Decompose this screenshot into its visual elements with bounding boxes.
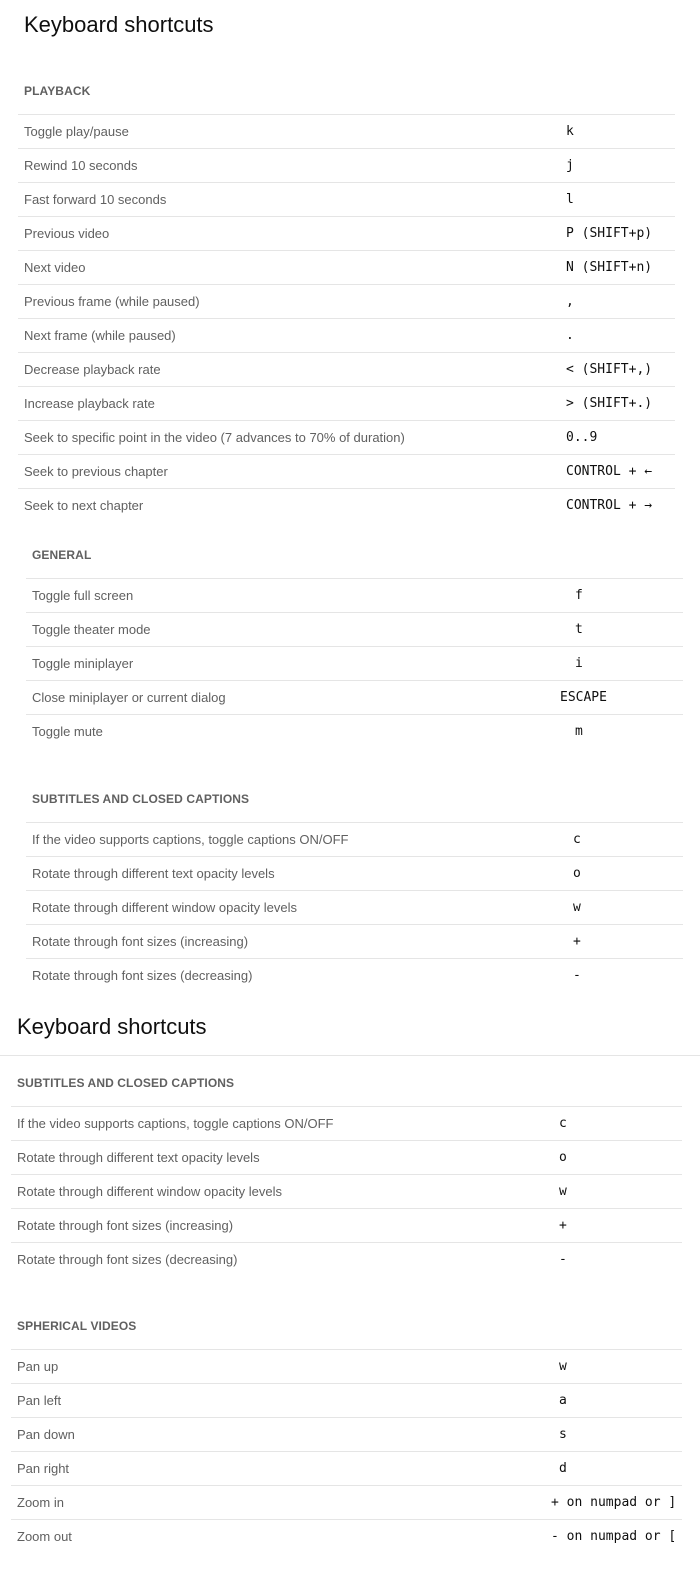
shortcut-description: Next video	[24, 260, 86, 275]
shortcut-key: -	[573, 968, 581, 983]
shortcut-key: i	[575, 656, 583, 671]
shortcut-description: Seek to previous chapter	[24, 464, 168, 479]
shortcut-key: k	[566, 124, 574, 139]
shortcut-row	[11, 1174, 682, 1208]
shortcut-row	[26, 646, 683, 680]
dialog-title: Keyboard shortcuts	[24, 12, 214, 37]
shortcut-row	[11, 1349, 682, 1383]
shortcut-description: Next frame (while paused)	[24, 328, 176, 343]
shortcut-row	[18, 250, 675, 284]
shortcut-key: t	[575, 622, 583, 637]
shortcut-key: < (SHIFT+,)	[566, 362, 653, 377]
shortcut-row	[11, 1106, 682, 1140]
shortcut-description: Pan up	[17, 1359, 59, 1374]
shortcut-list	[11, 1106, 682, 1276]
shortcut-description: Toggle play/pause	[24, 124, 129, 139]
shortcut-row	[26, 924, 683, 958]
shortcut-row	[18, 488, 675, 522]
shortcut-description: Pan right	[17, 1461, 70, 1476]
shortcut-key: 0..9	[566, 430, 598, 445]
shortcut-description: If the video supports captions, toggle captions ON/OFF	[32, 832, 349, 847]
shortcut-key: j	[566, 158, 574, 173]
shortcut-key: o	[573, 866, 581, 881]
shortcut-row	[11, 1417, 682, 1451]
shortcut-description: Previous video	[24, 226, 110, 241]
shortcut-key: > (SHIFT+.)	[566, 396, 653, 411]
shortcut-description: Rotate through different window opacity levels	[32, 900, 297, 915]
shortcut-row	[26, 714, 683, 748]
section-heading: SPHERICAL VIDEOS	[17, 1319, 137, 1333]
shortcut-key: +	[573, 934, 581, 949]
shortcut-key: N (SHIFT+n)	[566, 260, 653, 275]
shortcut-list	[26, 578, 683, 748]
shortcut-row	[18, 114, 675, 148]
section-heading: SUBTITLES AND CLOSED CAPTIONS	[32, 792, 250, 806]
shortcut-row	[26, 856, 683, 890]
shortcut-row	[18, 352, 675, 386]
shortcut-row	[18, 182, 675, 216]
shortcut-key: d	[559, 1461, 567, 1476]
shortcut-row	[18, 420, 675, 454]
shortcut-row	[26, 822, 683, 856]
shortcut-description: Rotate through font sizes (increasing)	[17, 1218, 234, 1233]
shortcut-key: .	[566, 328, 574, 343]
shortcut-description: Toggle full screen	[32, 588, 134, 603]
shortcut-description: Zoom in	[17, 1495, 64, 1510]
shortcut-description: Rewind 10 seconds	[24, 158, 138, 173]
shortcut-key: -	[559, 1252, 567, 1267]
shortcut-row	[26, 578, 683, 612]
shortcut-key: - on numpad or [	[551, 1529, 677, 1544]
shortcut-row	[26, 612, 683, 646]
section-heading: GENERAL	[32, 548, 92, 562]
shortcut-key: m	[575, 724, 583, 739]
shortcut-description: Zoom out	[17, 1529, 72, 1544]
shortcut-description: Toggle miniplayer	[32, 656, 134, 671]
shortcut-key: ESCAPE	[560, 690, 607, 705]
shortcut-row	[11, 1208, 682, 1242]
section-heading: SUBTITLES AND CLOSED CAPTIONS	[17, 1076, 235, 1090]
shortcut-row	[11, 1485, 682, 1519]
shortcut-list	[26, 822, 683, 992]
shortcut-description: Increase playback rate	[24, 396, 155, 411]
shortcut-description: Rotate through different text opacity levels	[32, 866, 275, 881]
shortcut-row	[26, 680, 683, 714]
shortcut-row	[11, 1383, 682, 1417]
section-heading: PLAYBACK	[24, 84, 91, 98]
shortcut-row	[11, 1519, 682, 1553]
shortcut-key: o	[559, 1150, 567, 1165]
title-divider	[0, 1055, 700, 1056]
shortcut-row	[18, 318, 675, 352]
shortcut-description: If the video supports captions, toggle captions ON/OFF	[17, 1116, 334, 1131]
shortcut-row	[18, 454, 675, 488]
shortcut-key: a	[559, 1393, 567, 1408]
shortcut-key: + on numpad or ]	[551, 1495, 677, 1510]
shortcut-key: c	[559, 1116, 567, 1131]
shortcut-description: Previous frame (while paused)	[24, 294, 200, 309]
shortcut-description: Pan down	[17, 1427, 75, 1442]
shortcut-key: CONTROL + ←	[566, 464, 653, 479]
shortcut-key: w	[559, 1359, 567, 1374]
shortcut-row	[11, 1242, 682, 1276]
shortcut-description: Rotate through font sizes (decreasing)	[32, 968, 253, 983]
shortcut-row	[18, 216, 675, 250]
shortcuts-dialog-bottom	[0, 1000, 700, 1580]
shortcut-key: l	[566, 192, 574, 207]
shortcut-list	[11, 1349, 682, 1553]
shortcut-description: Decrease playback rate	[24, 362, 161, 377]
shortcut-description: Rotate through font sizes (decreasing)	[17, 1252, 238, 1267]
shortcut-description: Seek to specific point in the video (7 advances to 70% of duration)	[24, 430, 405, 445]
shortcut-row	[18, 284, 675, 318]
shortcut-description: Seek to next chapter	[24, 498, 144, 513]
shortcut-description: Pan left	[17, 1393, 62, 1408]
shortcut-key: w	[573, 900, 581, 915]
shortcut-description: Close miniplayer or current dialog	[32, 690, 226, 705]
shortcut-key: +	[559, 1218, 567, 1233]
shortcut-row	[26, 890, 683, 924]
shortcut-description: Rotate through different text opacity levels	[17, 1150, 260, 1165]
dialog-title: Keyboard shortcuts	[17, 1014, 207, 1039]
shortcut-description: Rotate through different window opacity levels	[17, 1184, 282, 1199]
shortcut-key: CONTROL + →	[566, 498, 653, 513]
shortcut-description: Toggle mute	[32, 724, 103, 739]
shortcut-key: f	[575, 588, 583, 603]
shortcut-key: s	[559, 1427, 567, 1442]
shortcut-row	[11, 1451, 682, 1485]
shortcut-key: w	[559, 1184, 567, 1199]
shortcut-key: c	[573, 832, 581, 847]
shortcut-description: Toggle theater mode	[32, 622, 151, 637]
shortcut-key: ,	[566, 294, 574, 309]
shortcut-description: Fast forward 10 seconds	[24, 192, 167, 207]
shortcut-key: P (SHIFT+p)	[566, 226, 653, 241]
shortcut-row	[18, 148, 675, 182]
shortcut-row	[11, 1140, 682, 1174]
shortcut-list	[18, 114, 675, 522]
shortcut-row	[26, 958, 683, 992]
shortcut-description: Rotate through font sizes (increasing)	[32, 934, 249, 949]
shortcut-row	[18, 386, 675, 420]
